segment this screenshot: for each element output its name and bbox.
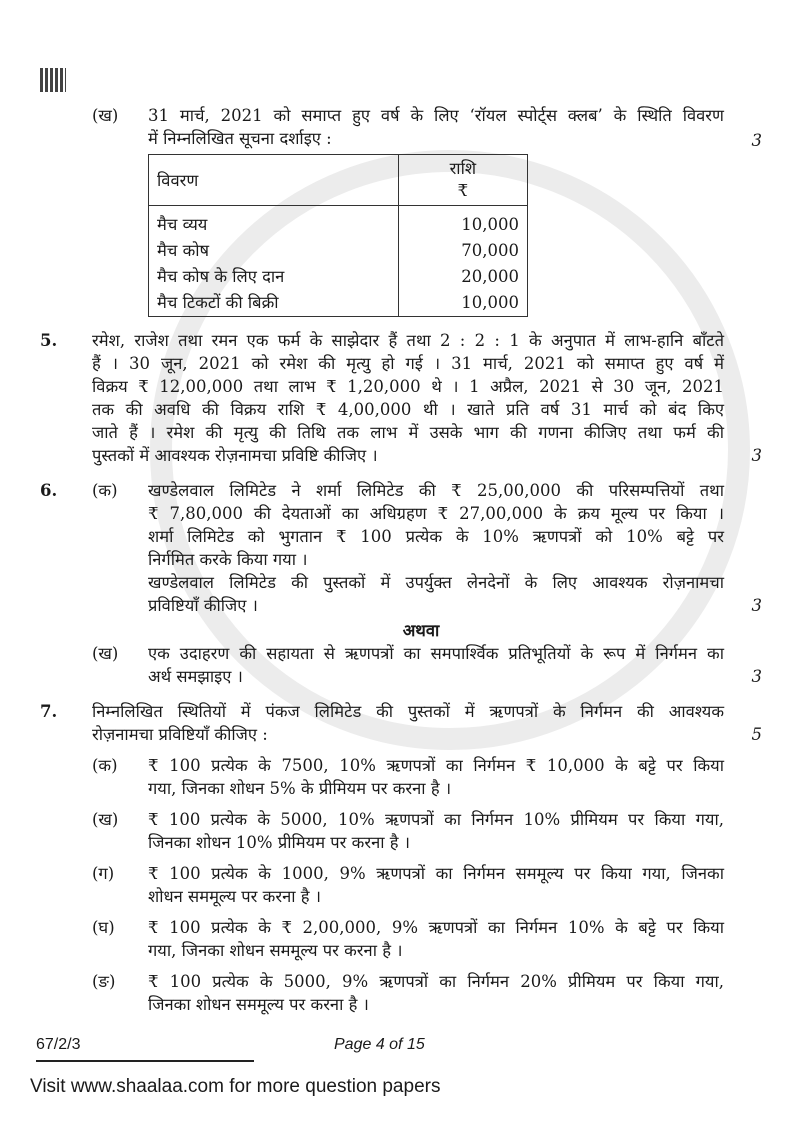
q4b-marks: 3 <box>751 131 762 150</box>
q5-line: तक की अवधि की विक्रय राशि ₹ 4,00,000 थी । खाते प्रति वर्ष 31 मार्च को बंद किए <box>92 400 724 419</box>
page-number: Page 4 of 15 <box>334 1036 425 1053</box>
q7-part <box>40 970 762 1016</box>
row-amount: 20,000 <box>398 264 527 290</box>
q7-part-label: (ख) <box>92 810 119 829</box>
q7-part-line: ₹ 100 प्रत्येक के 5000, 10% ऋणपत्रों का निर्गमन 10% प्रीमियम पर किया गया, <box>148 810 724 829</box>
q7-part-line: जिनका शोधन सममूल्य पर करना है । <box>148 995 369 1014</box>
q6a-label: (क) <box>92 481 118 500</box>
q6b-marks: 3 <box>751 667 762 686</box>
q6a-line: शर्मा लिमिटेड को भुगतान ₹ 100 प्रत्येक के 10% ऋणपत्रों को 10% बट्टे पर <box>148 527 724 546</box>
q7-part-label: (घ) <box>92 918 115 937</box>
q7-line: निम्नलिखित स्थितियों में पंकज लिमिटेड की पुस्तकों में ऋणपत्रों के निर्गमन की आवश्यक <box>92 702 724 721</box>
row-item: मैच टिकटों की बिक्री <box>149 290 399 317</box>
question-6b <box>40 642 762 688</box>
q7-part <box>40 808 762 854</box>
q7-body <box>92 700 724 746</box>
q4b-body <box>148 104 724 317</box>
row-amount: 70,000 <box>398 238 527 264</box>
q7-part-body <box>148 916 724 962</box>
q7-part-label: (ङ) <box>92 972 116 991</box>
q6a-line: खण्डेलवाल लिमिटेड की पुस्तकों में उपर्युक्त लेनदेनों के लिए आवश्यक रोज़नामचा <box>148 573 724 592</box>
q7-part-body <box>148 808 724 854</box>
header-currency: ₹ <box>457 181 469 200</box>
q7-part-line: ₹ 100 प्रत्येक के 5000, 9% ऋणपत्रों का निर्गमन 20% प्रीमियम पर किया गया, <box>148 972 724 991</box>
q7-part-line: शोधन सममूल्य पर करना है । <box>148 887 322 906</box>
q5-body <box>92 329 724 467</box>
q6b-body <box>148 642 724 688</box>
q7-part-line: ₹ 100 प्रत्येक के ₹ 2,00,000, 9% ऋणपत्रों का निर्गमन 10% के बट्टे पर किया <box>148 918 724 937</box>
q6a-marks: 3 <box>751 596 762 615</box>
visit-link[interactable]: Visit www.shaalaa.com for more question papers <box>30 1076 441 1097</box>
table-row <box>149 264 528 290</box>
footer-divider <box>36 1060 254 1062</box>
row-item: मैच कोष <box>149 238 399 264</box>
question-5 <box>40 329 762 467</box>
table-row <box>149 206 528 239</box>
q4-number-blank <box>40 104 92 317</box>
q7-part-body <box>148 754 724 800</box>
q7-part-line: ₹ 100 प्रत्येक के 7500, 10% ऋणपत्रों का निर्गमन ₹ 10,000 के बट्टे पर किया <box>148 756 724 775</box>
q7-part-label: (क) <box>92 756 118 775</box>
question-6a <box>40 479 762 617</box>
q6a-line: ₹ 7,80,000 की देयताओं का अधिग्रहण ₹ 27,00,000 के क्रय मूल्य पर किया । <box>148 504 724 523</box>
q4b-line: 31 मार्च, 2021 को समाप्त हुए वर्ष के लिए ‘रॉयल स्पोर्ट्स क्लब’ के स्थिति विवरण <box>148 106 724 125</box>
table-header-amount <box>398 155 527 206</box>
q5-line: पुस्तकों में आवश्यक रोज़नामचा प्रविष्टि कीजिए । <box>92 446 378 465</box>
row-item: मैच व्यय <box>149 206 399 239</box>
q6a-body <box>148 479 724 617</box>
q4b-line: में निम्नलिखित सूचना दर्शाइए : <box>148 129 332 148</box>
q7-number: 7. <box>40 702 58 721</box>
question-7 <box>40 700 762 746</box>
table-row <box>149 290 528 317</box>
q6b-line: अर्थ समझाइए । <box>148 667 243 686</box>
q7-part-line: जिनका शोधन 10% प्रीमियम पर करना है । <box>148 833 411 852</box>
q7-part-body <box>148 970 724 1016</box>
q6b-number-blank <box>40 642 92 688</box>
row-amount: 10,000 <box>398 290 527 317</box>
q5-line: रमेश, राजेश तथा रमन एक फर्म के साझेदार हैं तथा 2 : 2 : 1 के अनुपात में लाभ-हानि बाँटते <box>92 331 724 350</box>
q6a-line: खण्डेलवाल लिमिटेड ने शर्मा लिमिटेड की ₹ 25,00,000 की परिसम्पत्तियों तथा <box>148 481 724 500</box>
q5-line: जाते हैं । रमेश की मृत्यु की तिथि तक लाभ में उसके भाग की गणना कीजिए तथा फर्म की <box>92 423 724 442</box>
paper-code: 67/2/3 <box>36 1036 81 1053</box>
q5-marks: 3 <box>751 446 762 465</box>
q6b-label: (ख) <box>92 644 119 663</box>
club-info-table <box>148 154 528 317</box>
or-separator: अथवा <box>402 621 440 640</box>
q5-line: विक्रय ₹ 12,00,000 तथा लाभ ₹ 1,20,000 थे । 1 अप्रैल, 2021 से 30 जून, 2021 <box>92 377 724 396</box>
row-amount: 10,000 <box>398 206 527 239</box>
q7-part-label: (ग) <box>92 864 115 883</box>
q5-line: हैं । 30 जून, 2021 को रमेश की मृत्यु हो गई । 31 मार्च, 2021 को समाप्त हुए वर्ष में <box>92 354 724 373</box>
row-item: मैच कोष के लिए दान <box>149 264 399 290</box>
q5-number: 5. <box>40 331 58 350</box>
q6a-line: निर्गमित करके किया गया । <box>148 550 308 569</box>
q6a-line: प्रविष्टियाँ कीजिए । <box>148 596 258 615</box>
q7-part <box>40 916 762 962</box>
table-header-item: विवरण <box>149 155 399 206</box>
q7-part-body <box>148 862 724 908</box>
header-amount-label: राशि <box>449 159 477 178</box>
q7-part-line: गया, जिनका शोधन सममूल्य पर करना है । <box>148 941 403 960</box>
q6b-line: एक उदाहरण की सहायता से ऋणपत्रों का समपार्श्विक प्रतिभूतियों के रूप में निर्गमन का <box>148 644 724 663</box>
page-footer <box>36 1036 800 1066</box>
q7-part <box>40 754 762 800</box>
question-4b <box>40 104 762 317</box>
q7-part-line: गया, जिनका शोधन 5% के प्रीमियम पर करना है । <box>148 779 452 798</box>
q4b-label: (ख) <box>92 106 119 125</box>
q7-part-line: ₹ 100 प्रत्येक के 1000, 9% ऋणपत्रों का निर्गमन सममूल्य पर किया गया, जिनका <box>148 864 724 883</box>
q7-part <box>40 862 762 908</box>
q6-number: 6. <box>40 481 58 500</box>
q7-marks: 5 <box>751 725 762 744</box>
q7-line: रोज़नामचा प्रविष्टियाँ कीजिए : <box>92 725 268 744</box>
table-row <box>149 238 528 264</box>
